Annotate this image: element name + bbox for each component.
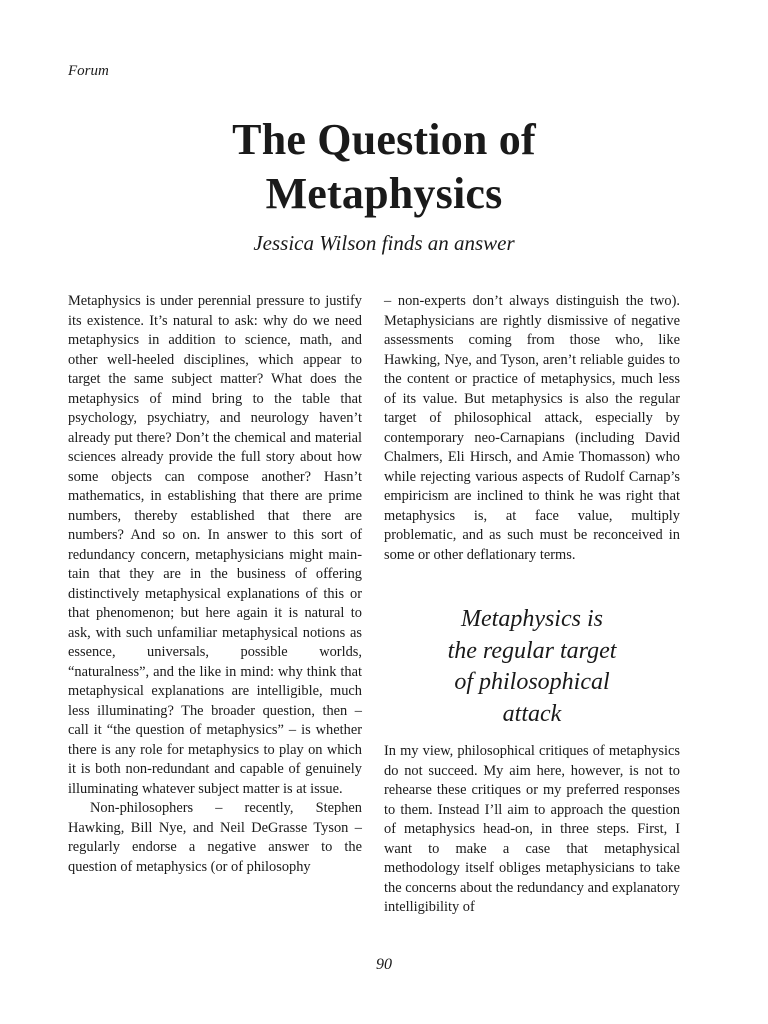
article-title-line-1: The Question of bbox=[232, 115, 536, 164]
left-column bbox=[68, 292, 362, 877]
article-title-line-2: Metaphysics bbox=[265, 169, 503, 218]
pull-quote-line-4: attack bbox=[502, 700, 562, 727]
pull-quote-line-1: Metaphysics is bbox=[461, 606, 603, 632]
right-column-lower bbox=[384, 742, 680, 918]
section-label: Forum bbox=[68, 63, 109, 79]
pull-quote bbox=[384, 604, 680, 730]
pull-quote-line-3: of philosophical bbox=[454, 669, 610, 695]
pull-quote-line-2: the regular target bbox=[447, 637, 617, 664]
body-paragraph-3: – non-experts don’t always distinguish the two). Metaphysicians are rightly dismissive of negative assessments coming from those who, like Hawking, Nye, and Tyson, aren’t reliable guides to the content or practice of metaphysics, much less of its value. But metaphysics is also the regular target of philosophical attack, especially by contemporary neo-Carnapians (including David Chalmers, Eli Hirsch, and Amie Thomasson) who while rejecting various aspects of Rudolf Carnap’s empiricism are inclined to think he was right that metaphysics is, at face value, multiply problematic, and as such must be reconceived in some or other deflationary terms. bbox=[384, 293, 680, 563]
body-paragraph-4: In my view, philosophical critiques of metaphysics do not succeed. My aim here, however, is not to rehearse these critiques or my preferred responses to them. Instead I’ll aim to approach the question of metaphysics head-on, in three steps. First, I want to make a case that metaphysical methodology itself obliges metaphysicians to take the concerns about the redundancy and explanatory intelligibility of bbox=[384, 743, 680, 915]
right-column-upper bbox=[384, 292, 680, 565]
page-number: 90 bbox=[376, 956, 392, 973]
body-paragraph-1: Metaphysics is under perennial pressure to justify its existence. It’s natural to ask: why do we need metaphysics in addition to science, math, and other well-heeled disciplines, which appear to target the same subject matter? What does the metaphysics of mind bring to the table that psychology, psychiatry, and neurology haven’t already put there? Don’t the chemical and material sciences already provide the full story about how some objects can compose another? Hasn’t mathematics, in establishing that there are prime numbers, thereby established that there are numbers? And so on. In answer to this sort of redundancy concern, metaphysicians might maintain that they are in the business of offering distinctively metaphysical explanations of this or that phenomenon; but here again it is natural to ask, with such unfamiliar metaphysical notions as essence, universals, possible worlds, “naturalness”, and the like in mind: why think that metaphysical explanations are intelligible, much less illuminating? The broader question, then – call it “the question of metaphysics” – is whether there is any role for metaphysics to play on which it is both non-redundant and capable of genuinely illuminating whatever subject matter is at issue. bbox=[68, 293, 362, 797]
article-title bbox=[0, 113, 768, 221]
body-paragraph-2: Non-philosophers – recently, Stephen Hawking, Bill Nye, and Neil DeGrasse Tyson – regularly endorse a negative answer to the question of metaphysics (or of philosophy bbox=[68, 800, 362, 875]
article-subtitle: Jessica Wilson finds an answer bbox=[253, 231, 515, 255]
